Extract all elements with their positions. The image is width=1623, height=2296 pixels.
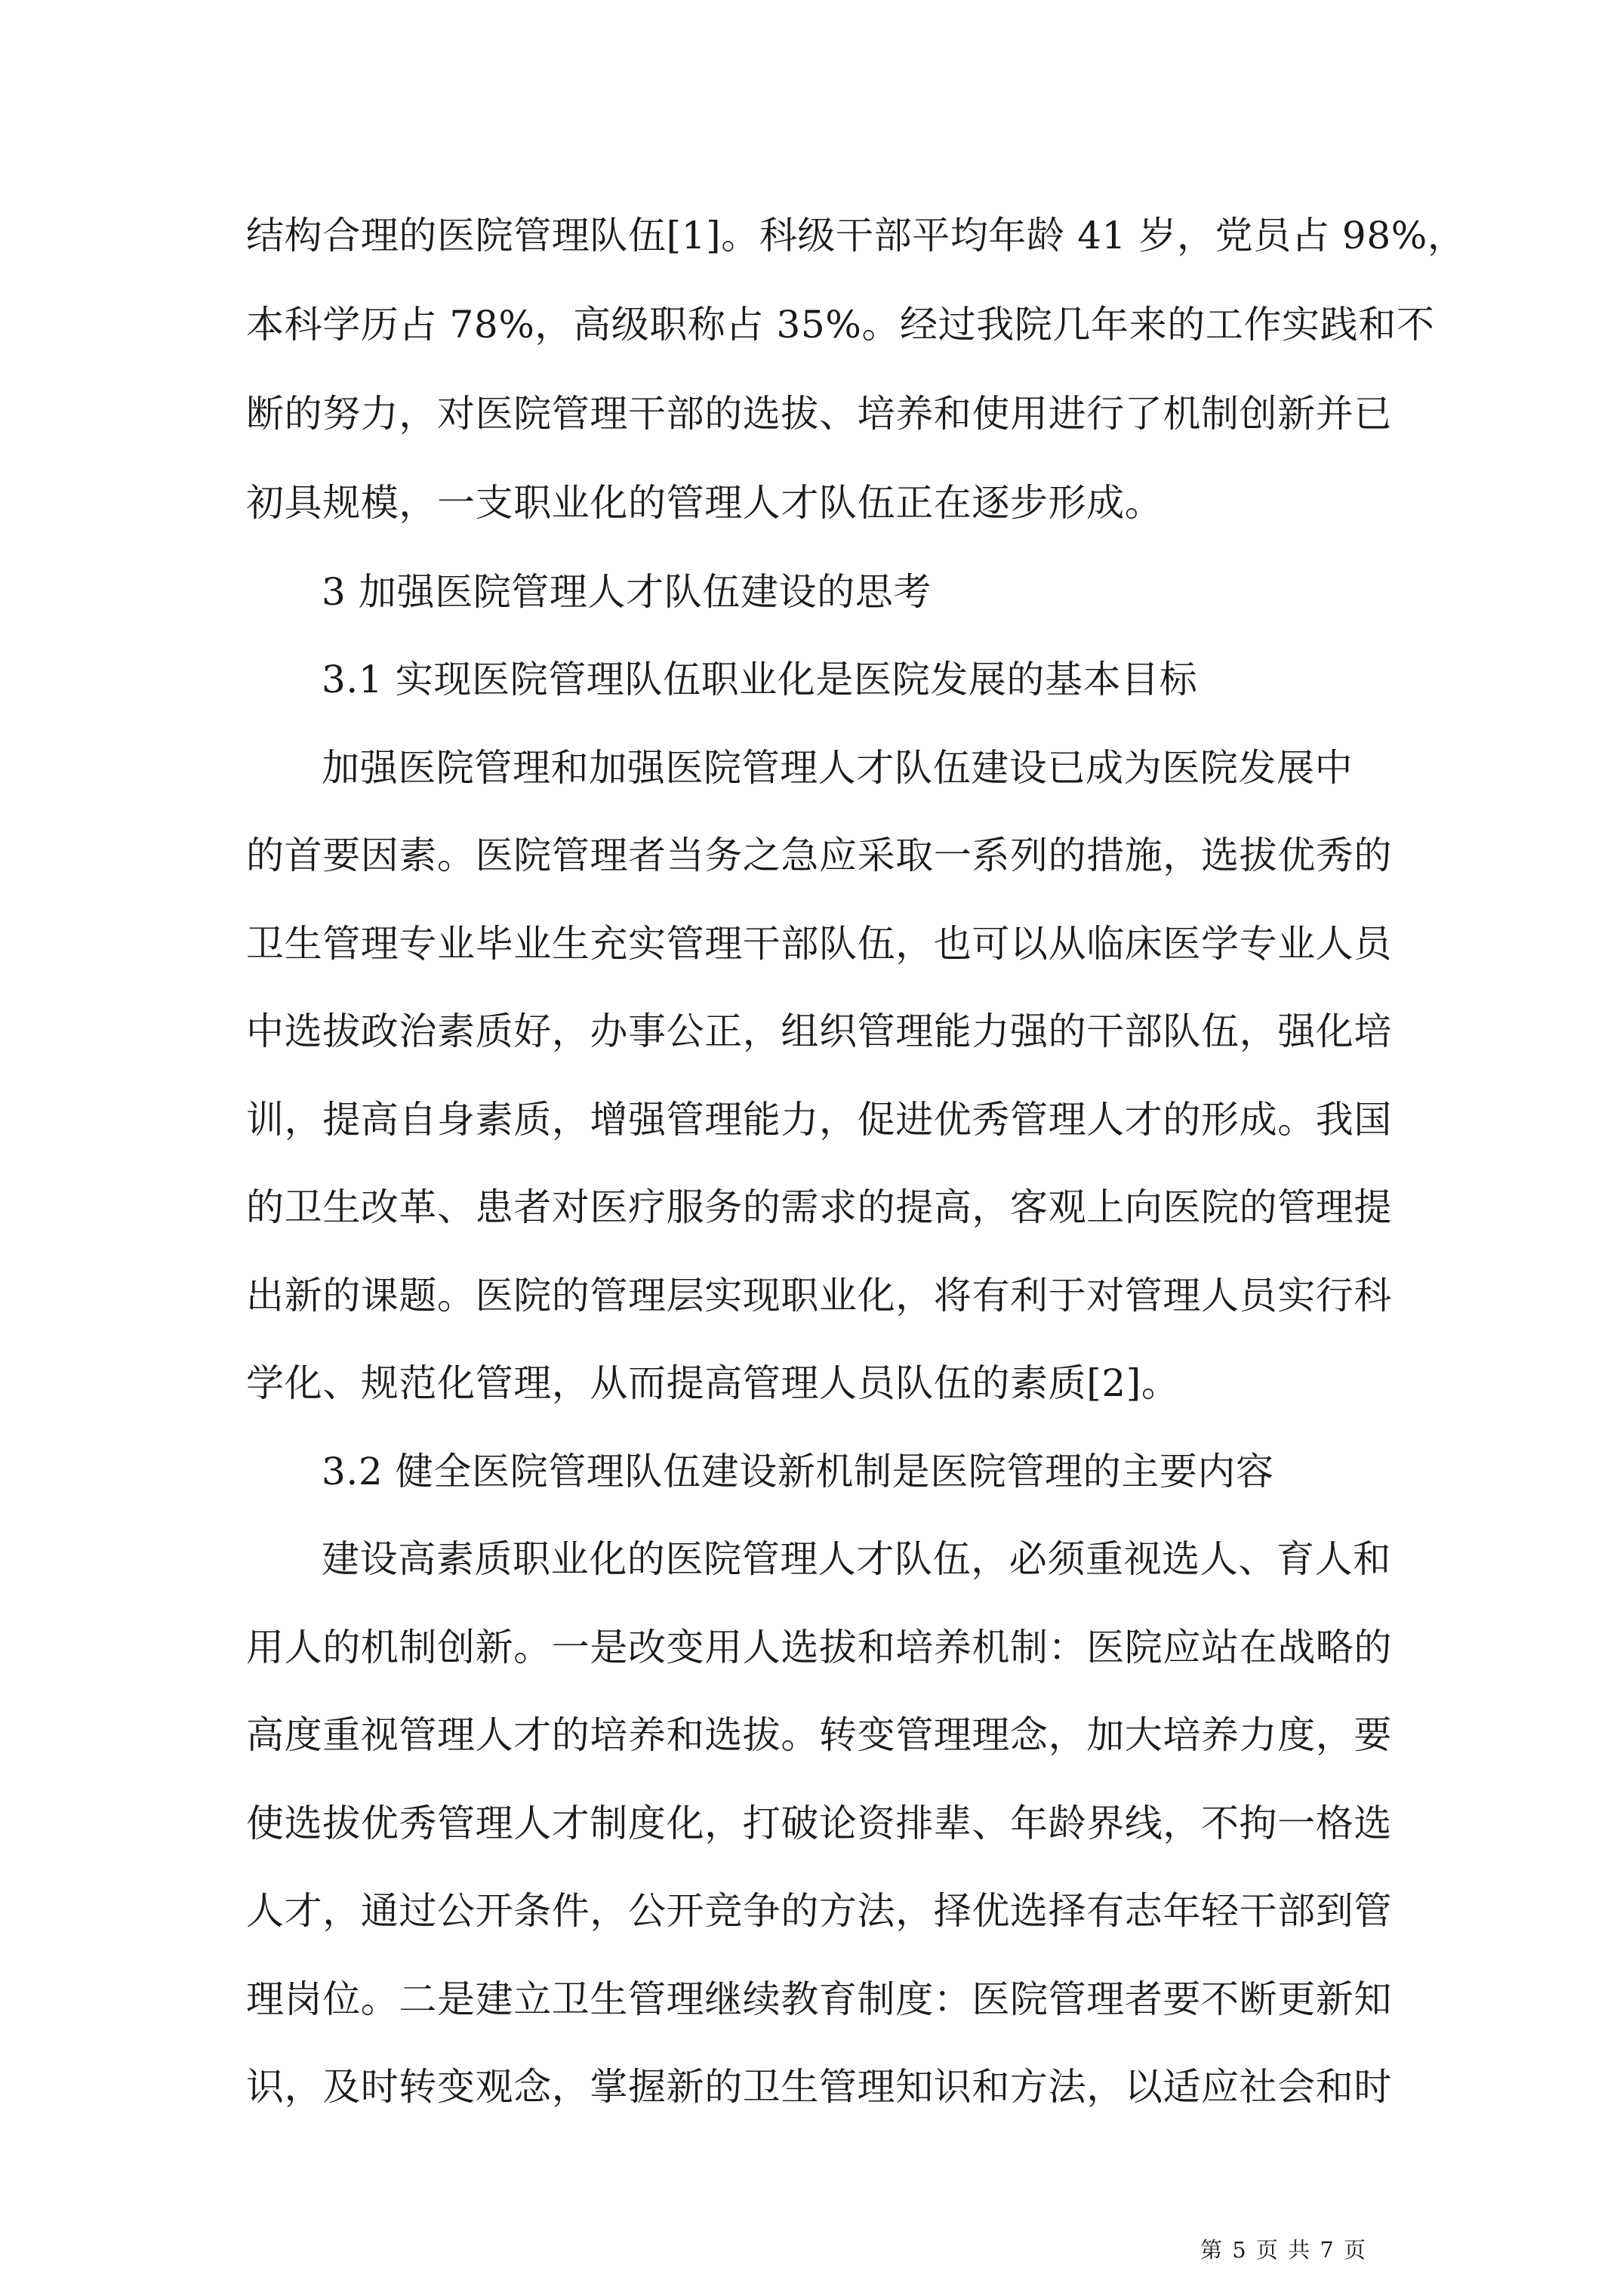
subsection-heading: 3.2 健全医院管理队伍建设新机制是医院管理的主要内容	[322, 1450, 1274, 1493]
body-line: 卫生管理专业毕业生充实管理干部队伍，也可以从临床医学专业人员	[246, 922, 1392, 966]
body-line: 用人的机制创新。一是改变用人选拔和培养机制：医院应站在战略的	[246, 1626, 1392, 1669]
section-heading: 3 加强医院管理人才队伍建设的思考	[322, 570, 932, 614]
body-line: 建设高素质职业化的医院管理人才队伍，必须重视选人、育人和	[322, 1537, 1391, 1581]
body-line: 训，提高自身素质，增强管理能力，促进优秀管理人才的形成。我国	[246, 1098, 1392, 1142]
body-line: 初具规模，一支职业化的管理人才队伍正在逐步形成。	[246, 481, 1163, 525]
body-line: 本科学历占 78%，高级职称占 35%。经过我院几年来的工作实践和不	[246, 303, 1435, 347]
subsection-heading: 3.1 实现医院管理队伍职业化是医院发展的基本目标	[322, 658, 1198, 701]
body-line: 加强医院管理和加强医院管理人才队伍建设已成为医院发展中	[322, 746, 1354, 790]
body-line: 识，及时转变观念，掌握新的卫生管理知识和方法，以适应社会和时	[246, 2065, 1392, 2109]
body-line: 出新的课题。医院的管理层实现职业化，将有利于对管理人员实行科	[246, 1274, 1392, 1318]
body-line: 学化、规范化管理，从而提高管理人员队伍的素质[2]。	[246, 1361, 1180, 1405]
body-line: 的首要因素。医院管理者当务之急应采取一系列的措施，选拔优秀的	[246, 834, 1392, 877]
body-line: 结构合理的医院管理队伍[1]。科级干部平均年龄 41 岁，党员占 98%，	[246, 214, 1466, 257]
page-number: 第 5 页 共 7 页	[1200, 2237, 1367, 2263]
body-line: 断的努力，对医院管理干部的选拔、培养和使用进行了机制创新并已	[246, 392, 1392, 436]
body-line: 中选拔政治素质好，办事公正，组织管理能力强的干部队伍，强化培	[246, 1009, 1392, 1053]
body-line: 理岗位。二是建立卫生管理继续教育制度：医院管理者要不断更新知	[246, 1977, 1392, 2021]
body-line: 高度重视管理人才的培养和选拔。转变管理理念，加大培养力度，要	[246, 1713, 1392, 1757]
body-line: 使选拔优秀管理人才制度化，打破论资排辈、年龄界线，不拘一格选	[246, 1801, 1392, 1845]
body-line: 的卫生改革、患者对医疗服务的需求的提高，客观上向医院的管理提	[246, 1185, 1392, 1229]
body-line: 人才，通过公开条件，公开竞争的方法，择优选择有志年轻干部到管	[246, 1889, 1392, 1933]
